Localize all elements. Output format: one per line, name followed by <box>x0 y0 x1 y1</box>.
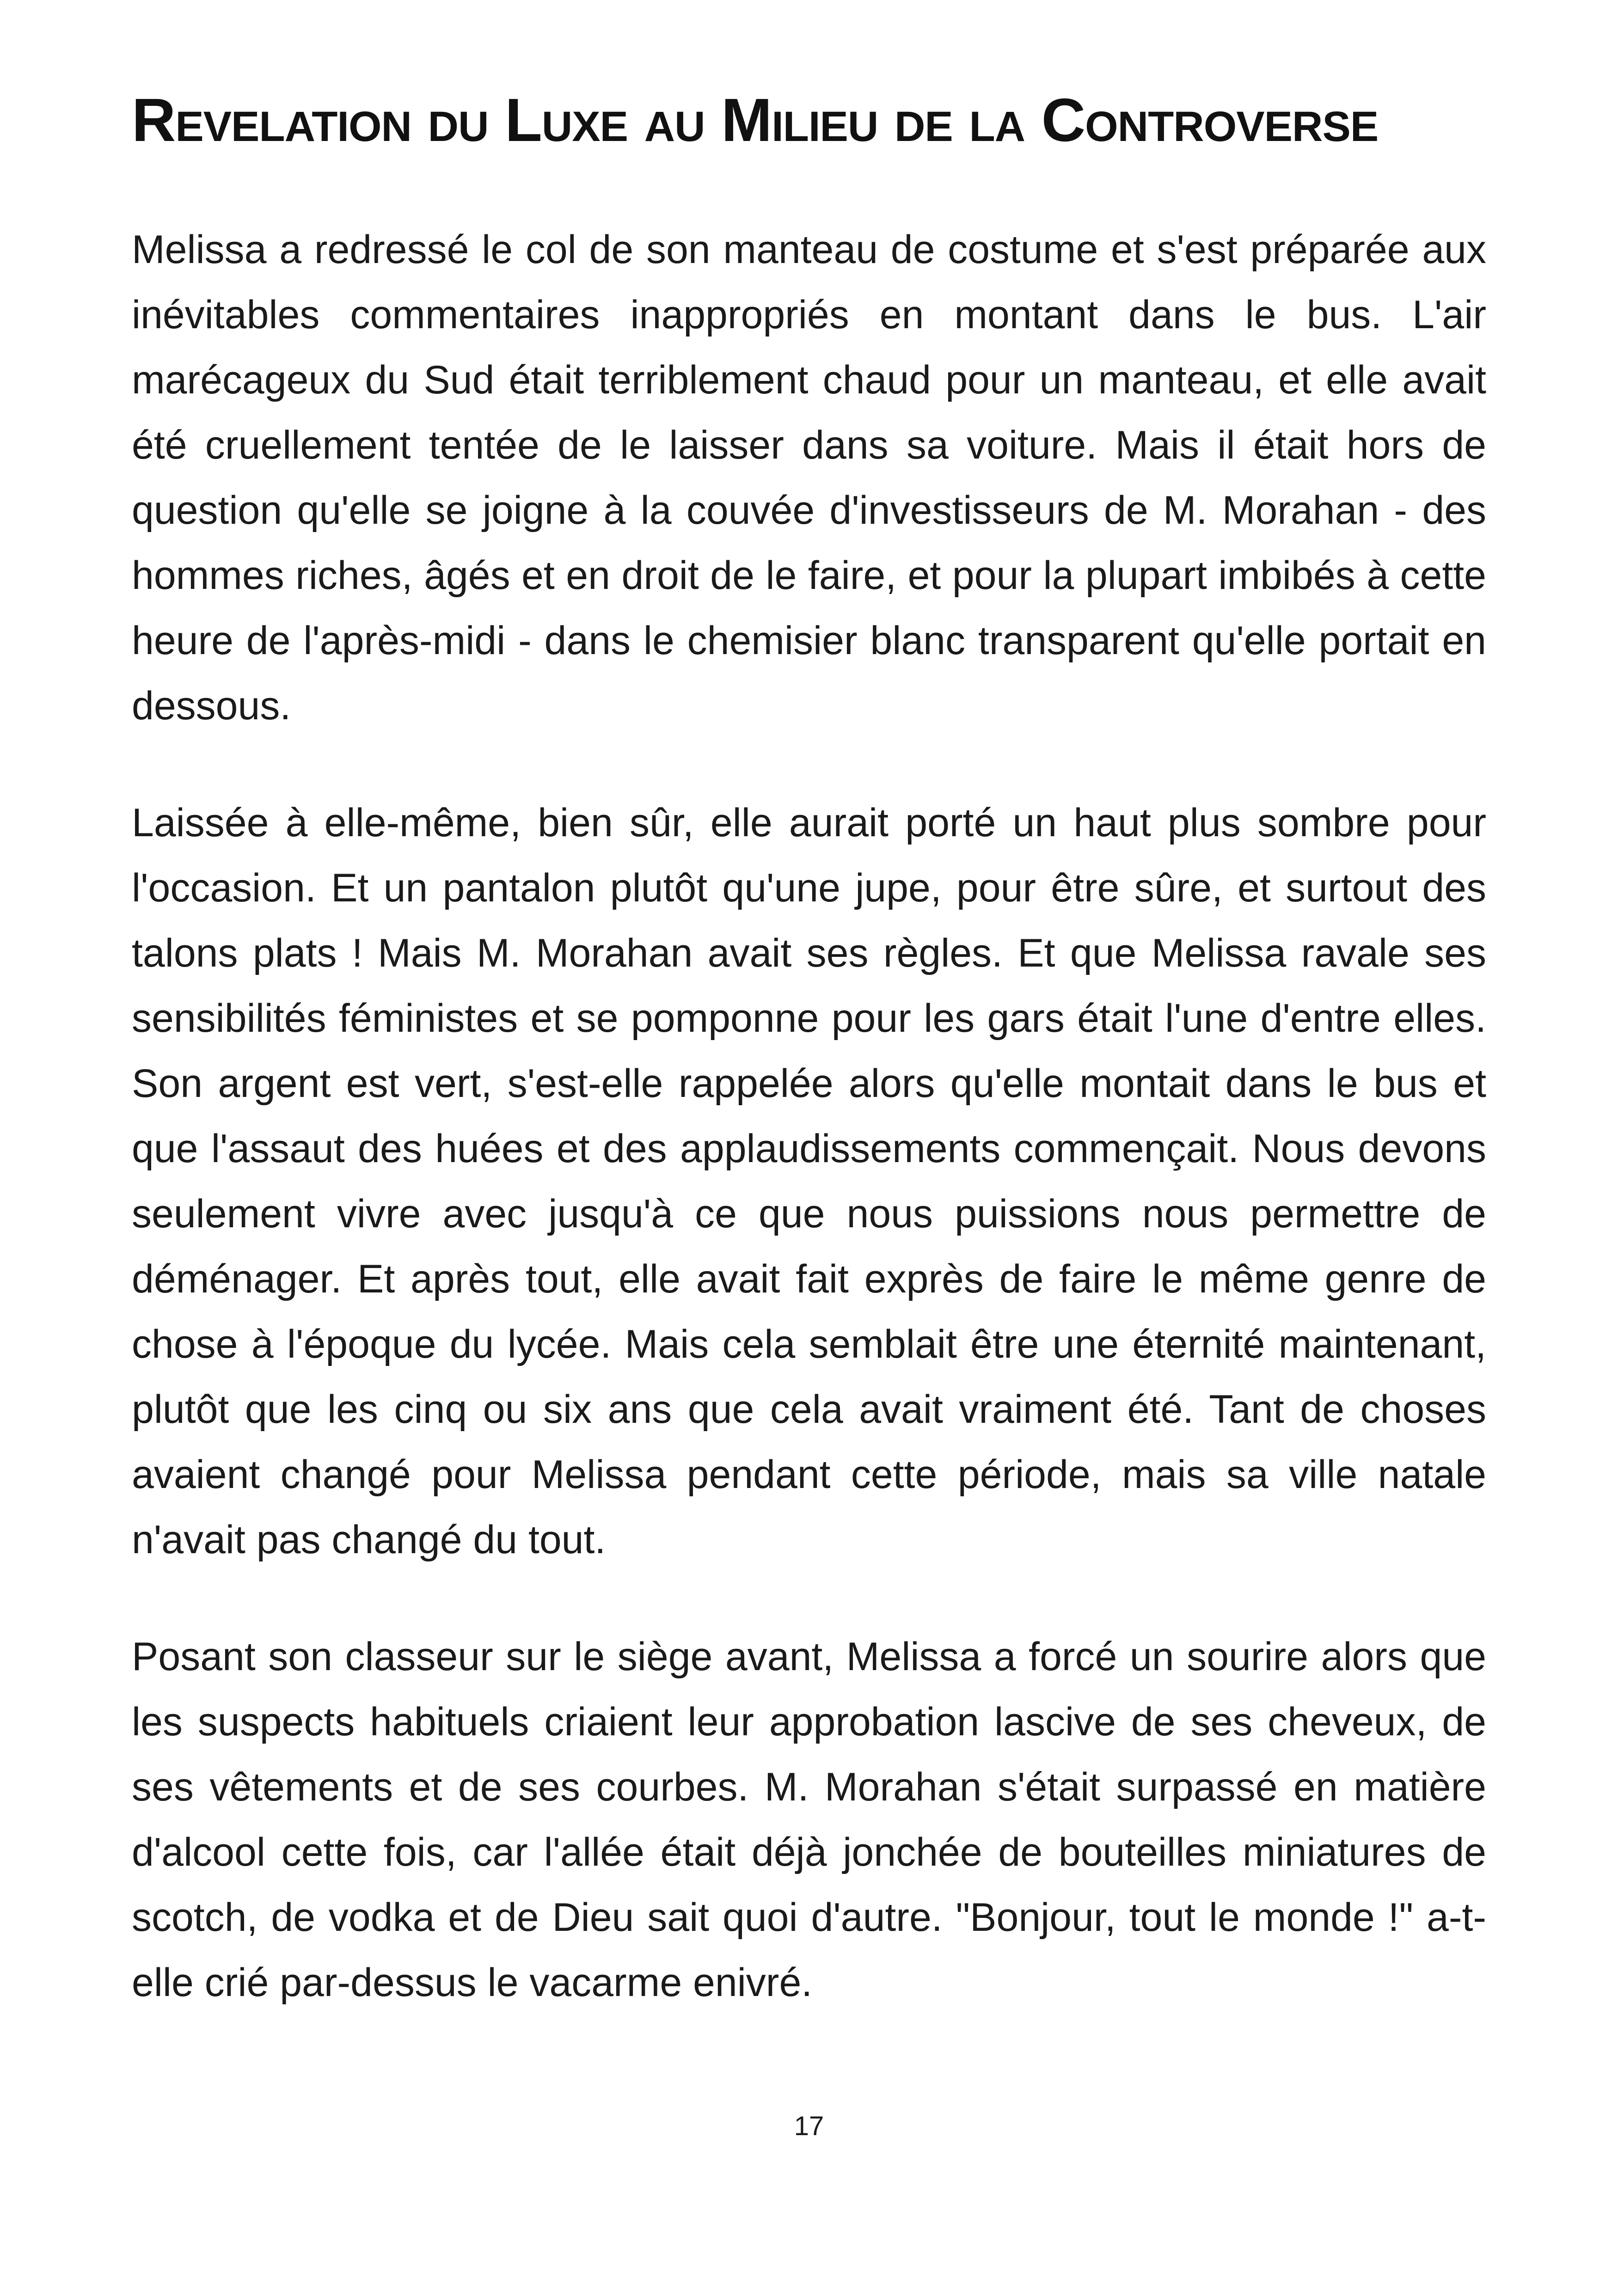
body-text <box>132 217 1486 2067</box>
page-number: 17 <box>794 2111 824 2141</box>
chapter-title: Revelation du Luxe au Milieu de la Controverse <box>132 86 1379 154</box>
paragraph-1: Melissa a redressé le col de son manteau de costume et s'est préparée aux inévitables commentaires inappropriés en montant dans le bus. L'air marécageux du Sud était terriblement chaud pour un manteau, et elle avait été cruellement tentée de le laisser dans sa voiture. Mais il était hors de question qu'elle se joigne à la couvée d'investisseurs de M. Morahan - des hommes riches, âgés et en droit de le faire, et pour la plupart imbibés à cette heure de l'après-midi - dans le chemisier blanc transparent qu'elle portait en dessous. <box>132 227 1486 728</box>
paragraph-2: Laissée à elle-même, bien sûr, elle aurait porté un haut plus sombre pour l'occasion. Et un pantalon plutôt qu'une jupe, pour être sûre, et surtout des talons plats ! Mais M. Morahan avait ses règles. Et que Melissa ravale ses sensibilités féministes et se pomponne pour les gars était l'une d'entre elles. Son argent est vert, s'est-elle rappelée alors qu'elle montait dans le bus et que l'assaut des huées et des applaudissements commençait. Nous devons seulement vivre avec jusqu'à ce que nous puissions nous permettre de déménager. Et après tout, elle avait fait exprès de faire le même genre de chose à l'époque du lycée. Mais cela semblait être une éternité maintenant, plutôt que les cinq ou six ans que cela avait vraiment été. Tant de choses avaient changé pour Melissa pendant cette période, mais sa ville natale n'avait pas changé du tout. <box>132 801 1486 1562</box>
paragraph-3: Posant son classeur sur le siège avant, Melissa a forcé un sourire alors que les suspects habituels criaient leur approbation lascive de ses cheveux, de ses vêtements et de ses courbes. M. Morahan s'était surpassé en matière d'alcool cette fois, car l'allée était déjà jonchée de bouteilles miniatures de scotch, de vodka et de Dieu sait quoi d'autre. "Bonjour, tout le monde !" a-t-elle crié par-dessus le vacarme enivré. <box>132 1635 1486 2005</box>
